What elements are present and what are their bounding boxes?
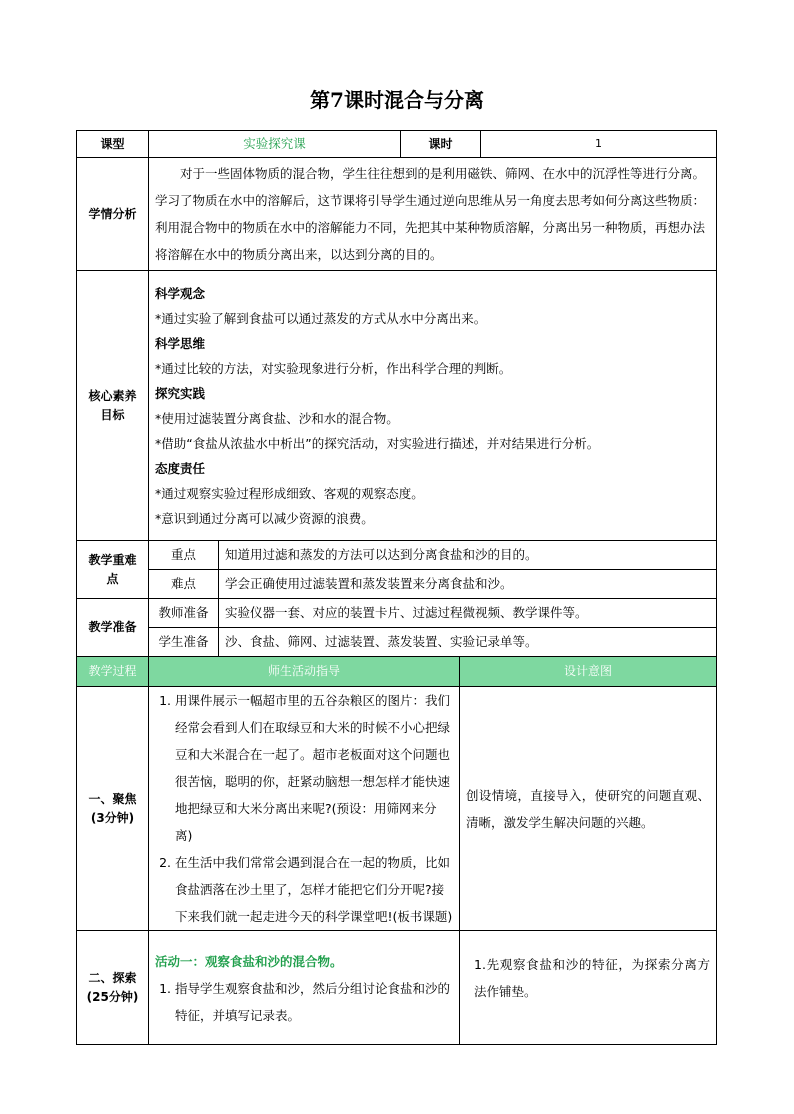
stage1-label bbox=[77, 687, 149, 931]
core-label-line-2: 目标 bbox=[100, 407, 125, 422]
teacher-prep-label: 教师准备 bbox=[149, 599, 219, 628]
process-header-col3: 设计意图 bbox=[460, 657, 717, 687]
core-label bbox=[77, 271, 149, 541]
stage2-design: 1.先观察食盐和沙的特征，为探索分离方法作铺垫。 bbox=[474, 957, 711, 999]
core-line: *借助“食盐从浓盐水中析出”的探究活动，对实验进行描述，并对结果进行分析。 bbox=[155, 435, 600, 451]
stage2-activities bbox=[149, 931, 460, 1045]
stage1-label-line-2: (3分钟) bbox=[90, 810, 135, 825]
analysis-text: 对于一些固体物质的混合物，学生往往想到的是利用磁铁、筛网、在水中的沉浮性等进行分离。学习了物质在水中的溶解后，这节课将引导学生通过逆向思维从另一角度去思考如何分离这些物质：利用混合物中的物质在水中的溶解能力不同，先把其中某种物质溶解，分离出另一种物质，再想办法将溶解在水中的物质分离出来，以达到分离的目的。 bbox=[155, 166, 706, 262]
core-label-line-1: 核心素养 bbox=[88, 388, 137, 403]
stage2-label-line-1: 二、探索 bbox=[88, 970, 137, 985]
core-row bbox=[77, 271, 717, 541]
stage1-activities bbox=[149, 687, 460, 931]
stage2-label-line-2: (25分钟) bbox=[86, 989, 139, 1004]
analysis-row bbox=[77, 158, 717, 271]
stage1-step: 1. 用课件展示一幅超市里的五谷杂粮区的图片：我们经常会看到人们在取绿豆和大米的时候不小心把绿豆和大米混合在一起了。超市老板面对这个问题也很苦恼，聪明的你，赶紧动脑想一想怎样才能快速地把绿豆和大米分离出来呢?(预设：用筛网来分离) bbox=[175, 687, 453, 849]
core-line: *通过观察实验过程形成细致、客观的观察态度。 bbox=[155, 485, 424, 501]
lesson-plan-table bbox=[76, 130, 717, 1045]
analysis-cell bbox=[149, 158, 717, 271]
course-type-value: 实验探究课 bbox=[149, 131, 401, 158]
process-header-row bbox=[77, 657, 717, 687]
key-points-label: 教学重难点 bbox=[77, 541, 149, 599]
student-prep-label: 学生准备 bbox=[149, 628, 219, 657]
stage2-row bbox=[77, 931, 717, 1045]
focus-label: 重点 bbox=[149, 541, 219, 570]
teacher-prep-text: 实验仪器一套、对应的装置卡片、过滤过程微视频、教学课件等。 bbox=[219, 599, 717, 628]
core-heading-thinking: 科学思维 bbox=[155, 335, 206, 351]
analysis-label: 学情分析 bbox=[77, 158, 149, 271]
core-heading-practice: 探究实践 bbox=[155, 385, 206, 401]
core-cell bbox=[149, 271, 717, 541]
period-value: 1 bbox=[481, 131, 717, 158]
core-heading-attitude: 态度责任 bbox=[155, 460, 206, 476]
period-label: 课时 bbox=[401, 131, 481, 158]
stage2-activity-title: 活动一：观察食盐和沙的混合物。 bbox=[155, 954, 343, 969]
page-title: 第7课时混合与分离 bbox=[310, 88, 484, 112]
process-header-col2: 师生活动指导 bbox=[149, 657, 460, 687]
focus-row bbox=[77, 541, 717, 570]
stage1-label-line-1: 一、聚焦 bbox=[88, 791, 137, 806]
stage1-steps bbox=[155, 687, 453, 930]
course-type-label: 课型 bbox=[77, 131, 149, 158]
student-prep-row bbox=[77, 628, 717, 657]
student-prep-text: 沙、食盐、筛网、过滤装置、蒸发装置、实验记录单等。 bbox=[219, 628, 717, 657]
stage1-row bbox=[77, 687, 717, 931]
teacher-prep-row bbox=[77, 599, 717, 628]
stage1-design-cell bbox=[460, 687, 717, 931]
stage2-steps bbox=[155, 975, 453, 1029]
course-type-row bbox=[77, 131, 717, 158]
preparation-label: 教学准备 bbox=[77, 599, 149, 657]
stage2-design-cell bbox=[460, 931, 717, 1045]
process-header-col1: 教学过程 bbox=[77, 657, 149, 687]
difficulty-row bbox=[77, 570, 717, 599]
difficulty-text: 学会正确使用过滤装置和蒸发装置来分离食盐和沙。 bbox=[219, 570, 717, 599]
stage2-label bbox=[77, 931, 149, 1045]
focus-text: 知道用过滤和蒸发的方法可以达到分离食盐和沙的目的。 bbox=[219, 541, 717, 570]
core-line: *使用过滤装置分离食盐、沙和水的混合物。 bbox=[155, 410, 399, 426]
core-heading-concept: 科学观念 bbox=[155, 285, 206, 301]
core-line: *意识到通过分离可以减少资源的浪费。 bbox=[155, 510, 374, 526]
stage1-design: 创设情境，直接导入，使研究的问题直观、清晰，激发学生解决问题的兴趣。 bbox=[466, 787, 711, 830]
core-line: *通过比较的方法，对实验现象进行分析，作出科学合理的判断。 bbox=[155, 360, 512, 376]
stage1-step: 2. 在生活中我们常常会遇到混合在一起的物质，比如食盐洒落在沙土里了，怎样才能把它们分开呢?接下来我们就一起走进今天的科学课堂吧!(板书课题) bbox=[175, 849, 453, 930]
stage2-step: 1. 指导学生观察食盐和沙，然后分组讨论食盐和沙的特征，并填写记录表。 bbox=[175, 975, 453, 1029]
difficulty-label: 难点 bbox=[149, 570, 219, 599]
core-line: *通过实验了解到食盐可以通过蒸发的方式从水中分离出来。 bbox=[155, 310, 487, 326]
